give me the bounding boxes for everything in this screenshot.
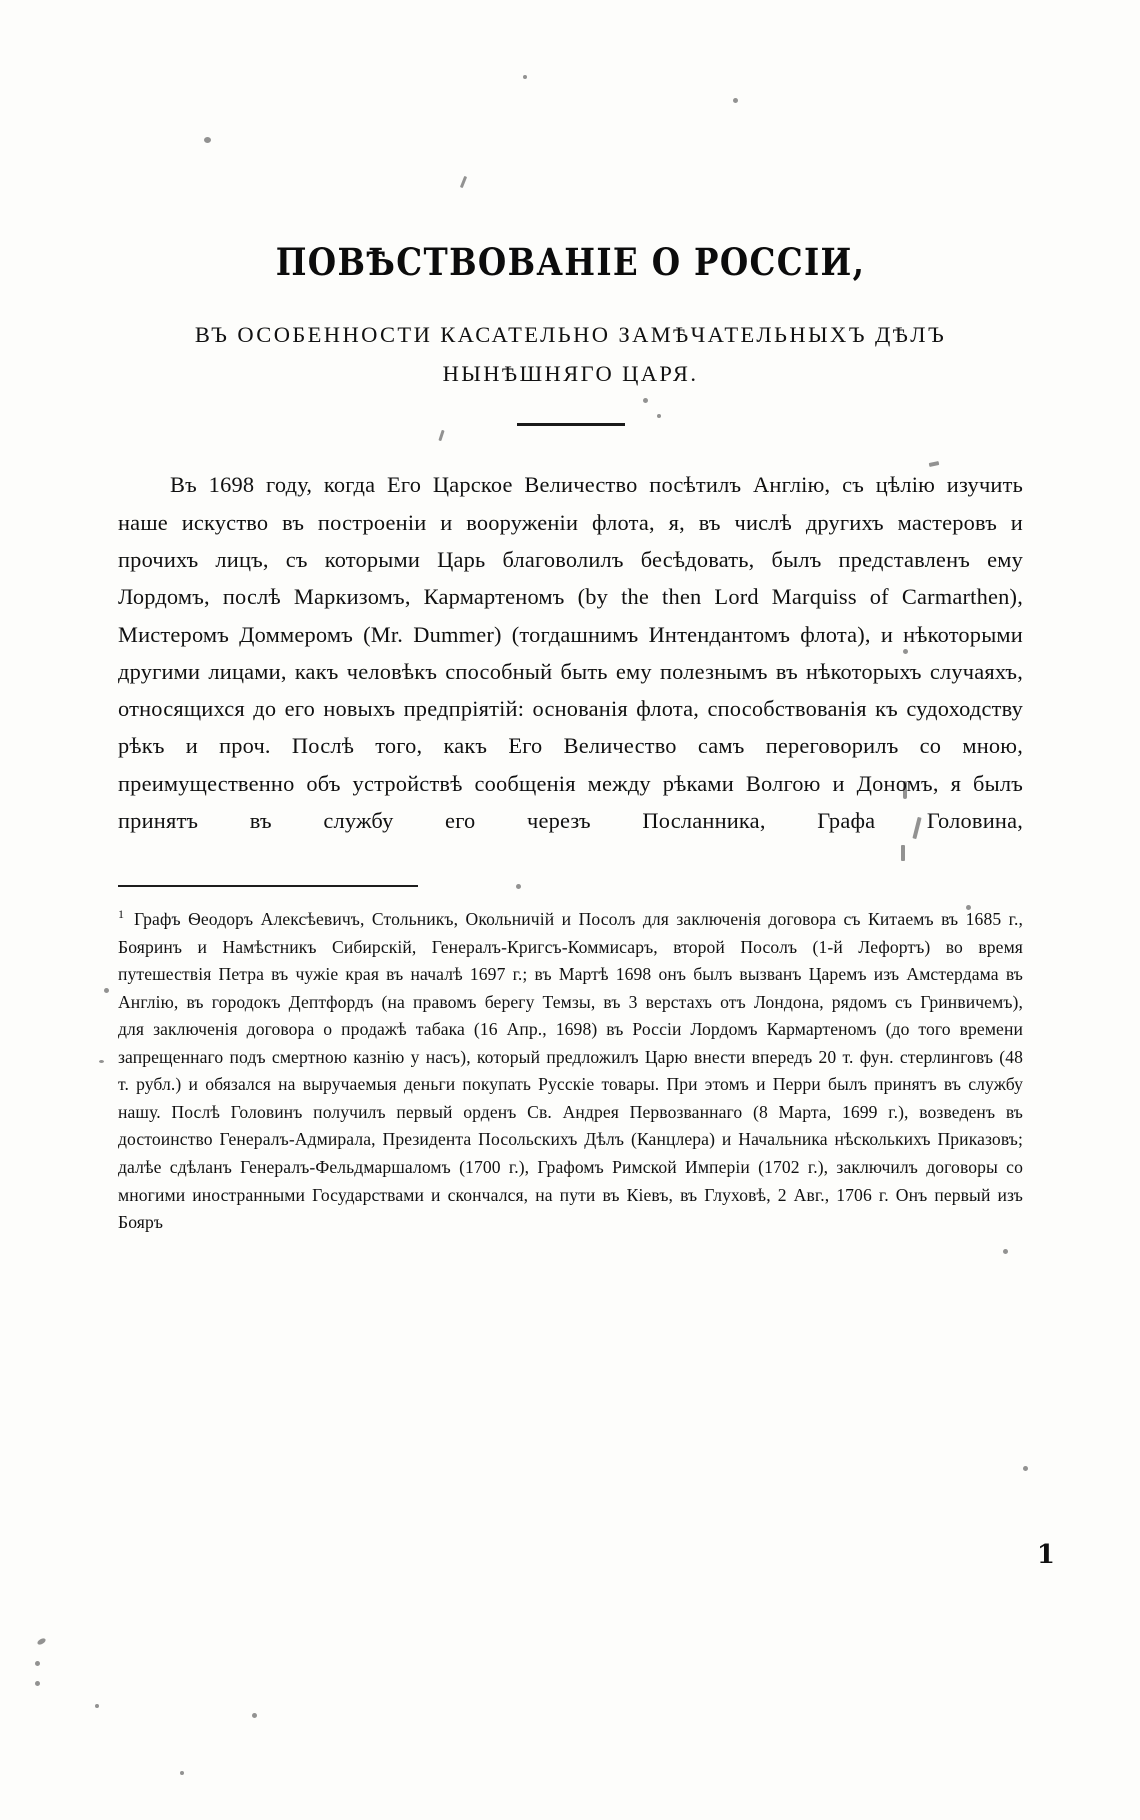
scan-speck [99, 1060, 104, 1063]
scan-speck [252, 1713, 257, 1718]
scan-speck [35, 1681, 40, 1686]
scan-speck [104, 988, 109, 993]
scan-speck [180, 1771, 184, 1775]
page-subtitle [118, 316, 1023, 393]
body-paragraph [118, 466, 1023, 839]
page-title: ПОВѢСТВОВАНІЕ О РОССІИ, [275, 240, 866, 284]
footnote-paragraph [118, 905, 1023, 1236]
page-subtitle-line-2: НЫНѢШНЯГО ЦАРЯ. [442, 360, 699, 386]
footnote-text: Графъ Ѳеодоръ Алексѣевичъ, Стольникъ, Окольничій и Посолъ для заключенія договора съ Китаемъ въ 1685 г., Бояринъ и Намѣстникъ Сибирскій, Генералъ-Кригсъ-Коммисаръ, второй Посолъ (1-й Лефортъ) во время путешествія Петра въ чужіе края въ началѣ 1697 г.; въ Мартѣ 1698 онъ былъ вызванъ Царемъ изъ Амстердама въ Англію, въ городокъ Дептфордъ (на правомъ берегу Темзы, въ 3 верстахъ отъ Лондона, рядомъ съ Гринвичемъ), для заключенія договора о продажѣ табака (16 Апр., 1698) въ Россіи Лордомъ Кармартеномъ (до того времени запрещеннаго подъ смертною казнію у насъ), который предложилъ Царю внести впередъ 20 т. фун. стерлинговъ (48 т. рубл.) и обязался на выручаемыя деньги покупать Русскіе товары. При этомъ и Перри былъ принятъ въ службу нашу. Послѣ Головинъ получилъ первый орденъ Св. Андрея Первозваннаго (8 Марта, 1699 г.), возведенъ въ достоинство Генералъ-Адмирала, Президента Посольскихъ Дѣлъ (Канцлера) и Начальника нѣсколькихъ Приказовъ; далѣе сдѣланъ Генералъ-Фельдмаршаломъ (1700 г.), Графомъ Римской Имперіи (1702 г.), заключилъ договоры со многими иностранными Государствами и скончался, на пути въ Кіевъ, въ Глуховѣ, 2 Авг., 1706 г. Онъ первый изъ Бояръ [118, 909, 1023, 1233]
scan-speck [36, 1637, 46, 1646]
title-divider [517, 423, 625, 426]
page-number: 1 [1036, 1540, 1055, 1570]
scan-speck [35, 1661, 40, 1666]
body-paragraph-text: Въ 1698 году, когда Его Царское Величество посѣтилъ Англію, съ цѣлію изучить наше искуство въ построеніи и вооруженіи флота, я, въ числѣ другихъ мастеровъ и прочихъ лицъ, съ которыми Царь благоволилъ бесѣдовать, былъ представленъ ему Лордомъ, послѣ Маркизомъ, Кармартеномъ (by the then Lord Marquiss of Carmarthen), Мистеромъ Доммеромъ (Mr. Dummer) (тогдашнимъ Интендантомъ флота), и нѣкоторыми другими лицами, какъ человѣкъ способный быть ему полезнымъ въ нѣкоторыхъ случаяхъ, относящихся до его новыхъ предпріятій: основанія флота, способствованія къ судоходству рѣкъ и проч. Послѣ того, какъ Его Величество самъ переговорилъ со мною, преимущественно объ устройствѣ сообщенія между рѣками Волгою и Дономъ, я былъ принятъ въ службу его черезъ Посланника, Графа Головина, [118, 472, 1023, 834]
page-subtitle-line-1: ВЪ ОСОБЕННОСТИ КАСАТЕЛЬНО ЗАМѢЧАТЕЛЬНЫХЪ ДѢЛЪ [194, 322, 947, 347]
footnote-divider [118, 885, 418, 887]
scan-speck [1023, 1466, 1028, 1471]
footnote-marker: 1 [118, 907, 125, 922]
page-content [118, 0, 1023, 1254]
scan-speck [95, 1704, 99, 1708]
